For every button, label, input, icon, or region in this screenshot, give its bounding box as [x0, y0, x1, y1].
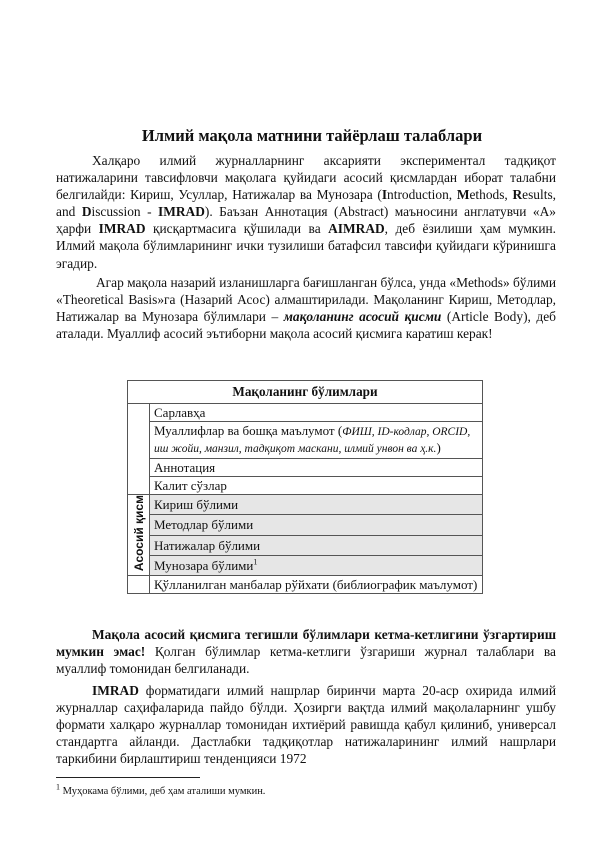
table-row: Кириш бўлими [150, 495, 483, 515]
footnote: $^1$ Муҳокама бўлими, деб ҳам аталиши мумкин. [56, 782, 266, 797]
table-row: Калит сўзлар [150, 477, 483, 495]
table-row: Мунозара бўлими$^1$ [150, 555, 483, 575]
imrad-term: IMRAD [158, 204, 205, 220]
vertical-label-cell [128, 495, 150, 576]
page-title: Илмий мақола матнини тайёрлаш талаблари [141, 126, 483, 145]
sections-table [127, 380, 483, 594]
emphasis-article-body: мақоланинг асосий қисми [283, 309, 442, 325]
table-header: Мақоланинг бўлимлари [128, 381, 483, 404]
paragraph-intro: Халқаро илмий журналларнинг аксарияти экспериментал тадқиқот натижаларини тавсифловчи мақолага қуйидаги асосий қисмлардан иборат талабни белгилайди: Кириш, Усуллар, Натижалар ва Мунозара (Introduction, Methods, Results, and Discussion - IMRAD). Баъзан Аннотация (Abstract) маъносини англатувчи «A» ҳарфи IMRAD қисқартмасига қўшилади ва AIMRAD, деб ёзилиши ҳам мумкин. Илмий мақола бўлимларининг ички тузилиши батафсил тавсифи қуйидаги кўринишга эгадир. [56, 153, 557, 271]
table-row: Муаллифлар ва бошқа маълумот (ФИШ, ID-кодлар, ORCID, иш жойи, манзил, тадқиқот маскани, илмий унвон ва ҳ.к.) [150, 422, 483, 459]
table-row: Методлар бўлими [150, 515, 483, 535]
table-row: Сарлавҳа [150, 404, 483, 422]
table-row: Аннотация [150, 459, 483, 477]
footnote-ref: 1 [253, 557, 258, 567]
bold-rule: Мақола асосий қисмига тегишли бўлимлари кетма-кетлигини ўзгартириш мумкин эмас! [56, 627, 556, 660]
paragraph-theory: Агар мақола назарий изланишларга бағишланган бўлса, унда «Methods» бўлими «Theoretical Basis»га (Назарий Асос) алмаштирилади. Мақоланинг Кириш, Методлар, Натижалар ва Мунозара бўлимлари – мақоланинг асосий қисми (Article Body), деб аталади. Муаллиф асосий эътиборни мақола асосий қисмига каратиш керак! [56, 275, 556, 342]
footnote-divider [56, 777, 200, 778]
aimrad-term: AIMRAD [328, 221, 385, 237]
paragraph-imrad-history: IMRAD форматидаги илмий нашрлар биринчи марта 20-аср охирида илмий журналлар саҳифаларида пайдо бўлди. Ҳозирги вақтда илмий мақолаларнинг ушбу формати халқаро журналлар томонидан ихтиёрий равишда қабул қилиниб, универсал стандартга айланди. Дастлабки тадқиқотлар натижаларининг илмий нашрлари таркибини бирлаштириш тенденцияси 1972 [56, 683, 556, 767]
table-row: Қўлланилган манбалар рўйхати (библиографик маълумот) [150, 576, 483, 594]
vertical-label: Асосий қисм [131, 495, 146, 572]
paragraph-order-rule: Мақола асосий қисмига тегишли бўлимлари кетма-кетлигини ўзгартириш мумкин эмас! Қолган бўлимлар кетма-кетлиги ўзгариши журнал талаблари ва муаллиф томонидан белгиланади. [56, 627, 556, 677]
table-row: Натижалар бўлими [150, 535, 483, 555]
